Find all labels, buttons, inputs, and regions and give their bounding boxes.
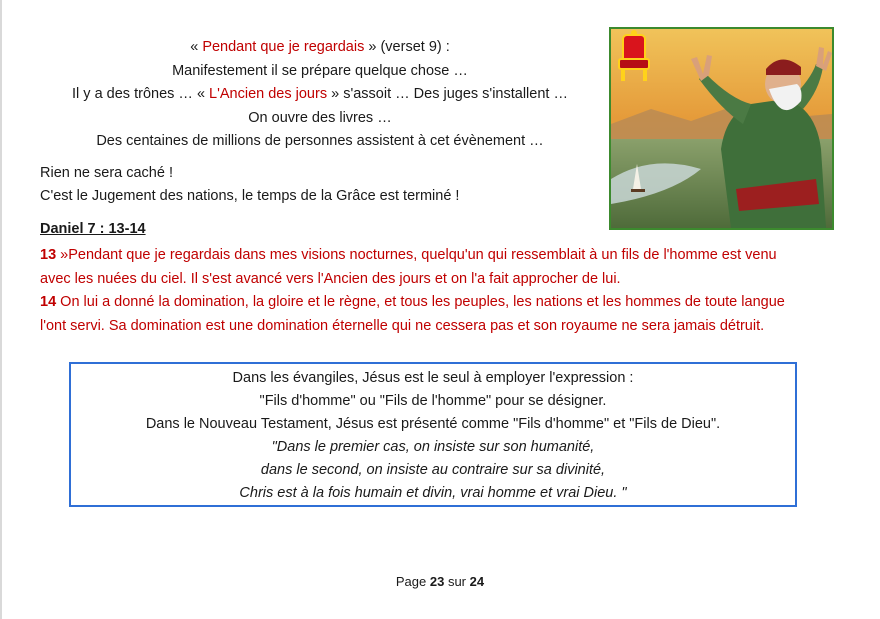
verse-14-line-2: l'ont servi. Sa domination est une domination éternelle qui ne cessera pas et son royaume ne sera jamais détruit.: [40, 317, 765, 334]
verse-text: On lui a donné la domination, la gloire et le règne, et tous les peuples, les nations et les hommes de toute langue: [56, 294, 785, 311]
page-number: [0, 574, 880, 589]
note-line-1: Dans les évangiles, Jésus est le seul à employer l'expression :: [232, 370, 634, 386]
intro-line-2: Manifestement il se prépare quelque chose …: [172, 62, 468, 79]
prophet-illustration: [609, 27, 834, 230]
verse-ref: » (verset 9) :: [364, 39, 450, 55]
verse-number: 13: [40, 247, 57, 263]
scripture-heading: Daniel 7 : 13-14: [40, 221, 146, 237]
page-separator: sur: [444, 574, 470, 589]
highlight-ancien: L'Ancien des jours: [209, 86, 328, 102]
prophet-painting: [611, 29, 832, 228]
judges-text: » s'assoit … Des juges s'installent …: [327, 86, 568, 102]
note-quote-1: "Dans le premier cas, on insiste sur son humanité,: [271, 439, 595, 455]
intro-line-4: On ouvre des livres …: [248, 109, 392, 126]
intro-line-5: Des centaines de millions de personnes assistent à cet évènement …: [96, 133, 544, 149]
intro-line-6: Rien ne sera caché !: [40, 164, 173, 181]
highlight-pendant: Pendant que je regardais: [202, 39, 365, 55]
verse-number: 14: [40, 294, 57, 311]
verse-text: »Pendant que je regardais dans mes visions nocturnes, quelqu'un qui ressemblait à un fils de l'homme est venu: [56, 247, 777, 263]
scripture-verses: [40, 244, 846, 338]
total-pages: 24: [469, 574, 485, 589]
page-label: Page: [395, 574, 430, 589]
intro-line-7: C'est le Jugement des nations, le temps de la Grâce est terminé !: [40, 188, 460, 204]
quote-open: «: [190, 39, 203, 55]
verse-13-line-2: avec les nuées du ciel. Il s'est avancé vers l'Ancien des jours et on l'a fait approcher de lui.: [40, 270, 621, 287]
intro-text: [40, 36, 600, 209]
current-page: 23: [429, 574, 445, 589]
expression-note-box: [69, 362, 797, 507]
verse-13-line-1: [40, 244, 846, 268]
note-line-3: Dans le Nouveau Testament, Jésus est présenté comme "Fils d'homme" et "Fils de Dieu".: [145, 416, 721, 432]
intro-line-1: [40, 36, 600, 60]
verse-14-line-1: [40, 291, 846, 315]
note-quote-3: Chris est à la fois humain et divin, vrai homme et vrai Dieu. ": [239, 485, 627, 501]
page-edge-rule: [0, 0, 2, 619]
intro-line-3: [40, 83, 600, 107]
note-quote-2: dans le second, on insiste au contraire sur sa divinité,: [260, 462, 606, 478]
thrones-text: Il y a des trônes … «: [72, 86, 210, 102]
note-line-2: "Fils d'homme" ou "Fils de l'homme" pour se désigner.: [259, 393, 607, 409]
